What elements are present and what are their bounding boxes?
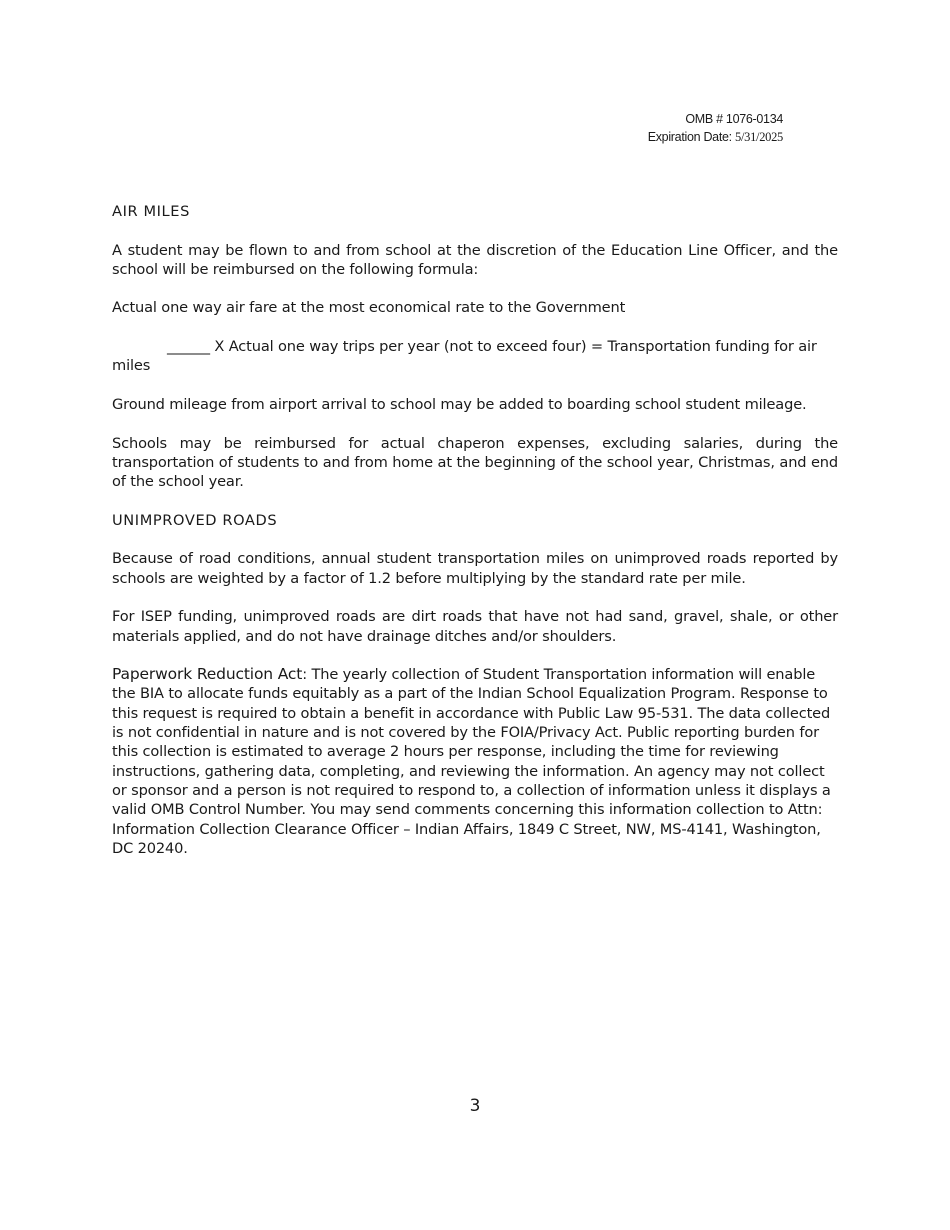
- omb-header: [648, 110, 783, 146]
- unimproved-roads-heading: UNIMPROVED ROADS: [112, 511, 278, 529]
- air-miles-paragraph-3: Ground mileage from airport arrival to school may be added to boarding school student mileage.: [112, 395, 807, 413]
- expiration-line: [648, 128, 783, 146]
- air-miles-paragraph-1: A student may be flown to and from school at the discretion of the Education Line Officer, and the school will be reimbursed on the following formula:: [112, 241, 838, 278]
- document-body: [112, 202, 838, 877]
- air-miles-heading: AIR MILES: [112, 203, 190, 220]
- air-miles-formula: ______ X Actual one way trips per year (not to exceed four) = Transportation funding for air miles: [112, 338, 817, 375]
- expiration-date: 5/31/2025: [735, 130, 783, 144]
- unimproved-roads-paragraph-2: For ISEP funding, unimproved roads are dirt roads that have not had sand, gravel, shale, or other materials applied, and do not have drainage ditches and/or shoulders.: [112, 608, 838, 645]
- omb-number: OMB # 1076-0134: [685, 112, 783, 126]
- air-miles-paragraph-2: Actual one way air fare at the most economical rate to the Government: [112, 299, 626, 317]
- unimproved-roads-paragraph-1: Because of road conditions, annual student transportation miles on unimproved roads reported by schools are weighted by a factor of 1.2 before multiplying by the standard rate per mile.: [112, 550, 838, 587]
- paperwork-body: : The yearly collection of Student Transportation information will enable the BIA to allocate funds equitably as a part of the Indian School Equalization Program. Response to this request is required to obtain a benefit in accordance with Public Law 95-531. The data collected is not confidential in nature and is not covered by the FOIA/Privacy Act. Public reporting burden for this collection is estimated to average 2 hours per response, including the time for reviewing instructions, gathering data, completing, and reviewing the information. An agency may not collect or sponsor and a person is not required to respond to, a collection of information unless it displays a valid OMB Control Number. You may send comments concerning this information collection to Attn: Information Collection Clearance Officer – Indian Affairs, 1849 C Street, NW, MS-4141, Washington, DC 20240.: [112, 666, 831, 857]
- paperwork-reduction-act: [112, 665, 838, 858]
- paperwork-title: Paperwork Reduction Act: [112, 665, 303, 684]
- expiration-label: Expiration Date:: [647, 130, 735, 144]
- air-miles-paragraph-4: Schools may be reimbursed for actual chaperon expenses, excluding salaries, during the transportation of students to and from home at the beginning of the school year, Christmas, and end of the school year.: [112, 434, 838, 491]
- page-number: 3: [469, 1096, 481, 1116]
